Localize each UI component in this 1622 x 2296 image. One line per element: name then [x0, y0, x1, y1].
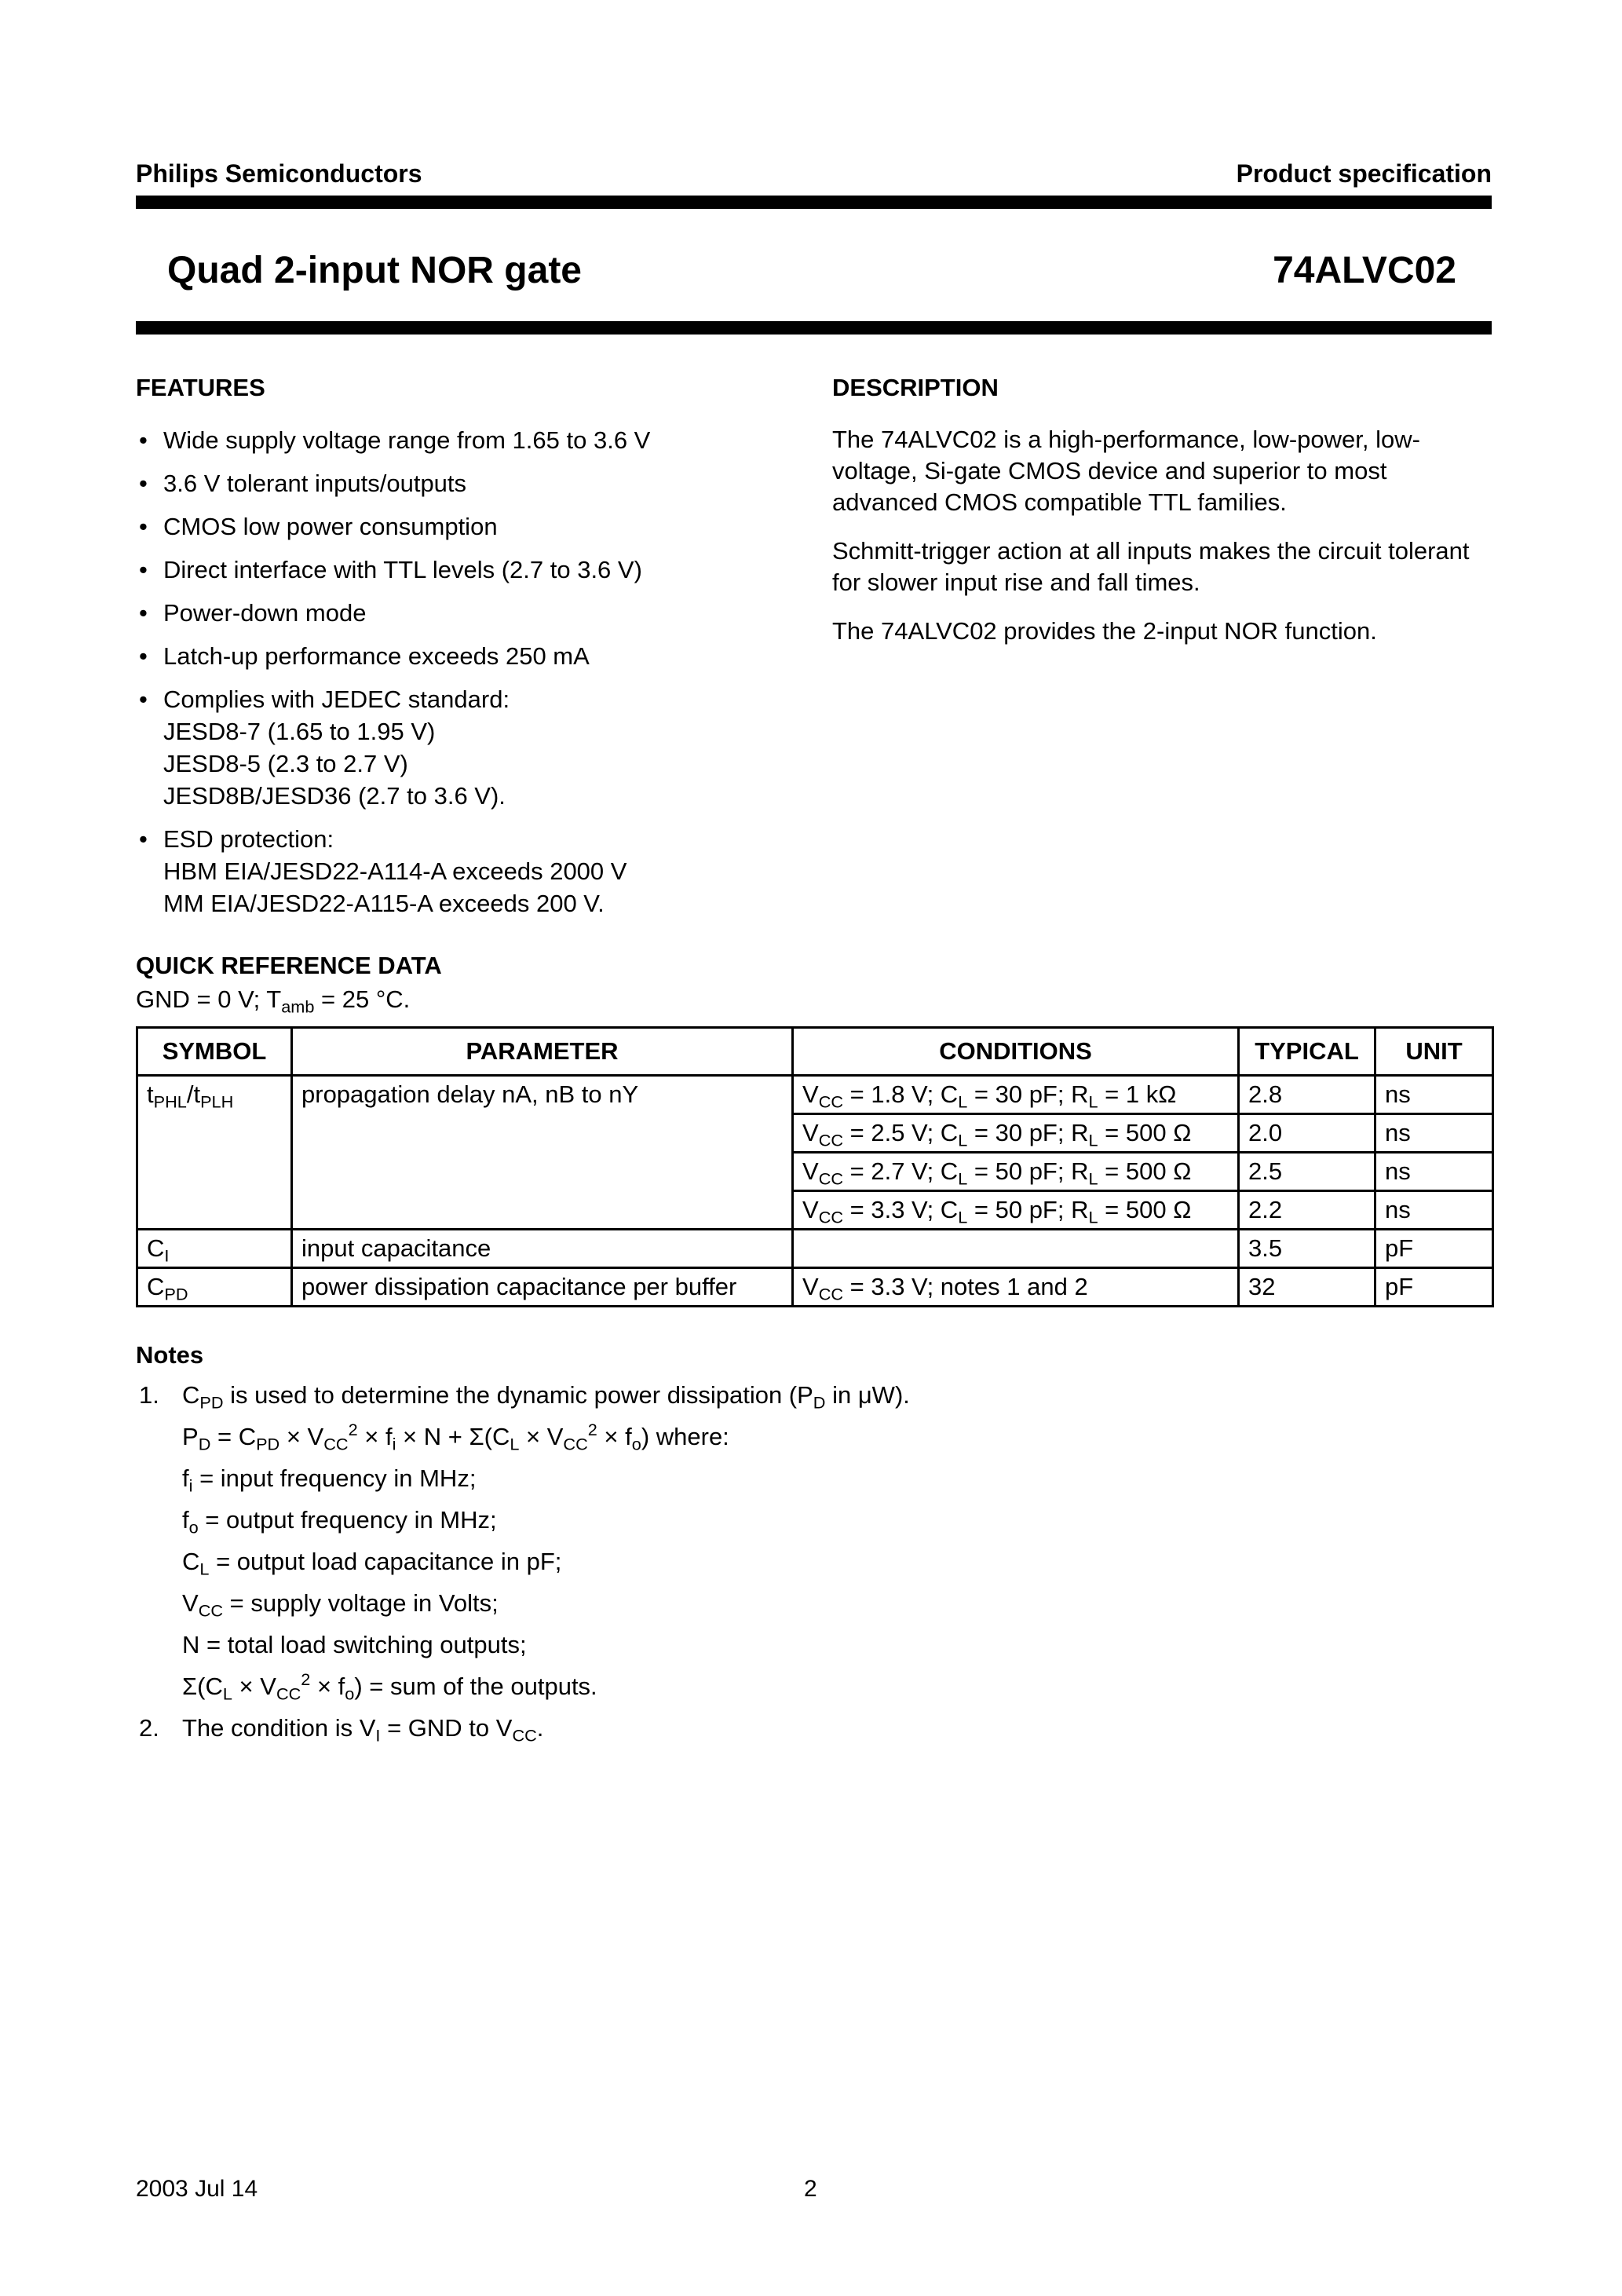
table-row — [137, 1268, 1493, 1307]
feature-item — [136, 467, 803, 499]
note-text: $C_{PD}$ is used to determine the dynamic power dissipation ($P_D$ in μW). — [182, 1381, 910, 1413]
feature-text: ESD protection: — [163, 825, 334, 853]
conditions-cell: $V_{CC} = 3.3$ V; $C_L = 50$ pF; $R_L = 500$ Ω — [793, 1191, 1239, 1230]
note-text: $f_o$ = output frequency in MHz; — [182, 1506, 497, 1537]
description-body — [832, 424, 1492, 664]
column-header-parameter: PARAMETER — [292, 1028, 793, 1076]
company-name: Philips Semiconductors — [136, 159, 422, 188]
unit-cell: ns — [1375, 1153, 1493, 1191]
unit-cell: ns — [1375, 1076, 1493, 1114]
table-row — [137, 1076, 1493, 1114]
features-heading: FEATURES — [136, 374, 265, 401]
column-header-unit: UNIT — [1375, 1028, 1493, 1076]
conditions-cell — [793, 1230, 1239, 1268]
feature-item — [136, 597, 803, 629]
part-number: 74ALVC02 — [1273, 250, 1456, 291]
parameter-cell: input capacitance — [292, 1230, 793, 1268]
typical-cell: 32 — [1239, 1268, 1375, 1307]
bullet-icon: • — [139, 642, 148, 670]
note-line — [136, 1665, 1470, 1707]
description-paragraph: The 74ALVC02 is a high-performance, low-power, low-voltage, Si-gate CMOS device and superior to most advanced CMOS compatible TTL families. — [832, 426, 1420, 516]
feature-item — [136, 823, 803, 919]
feature-text: JESD8B/JESD36 (2.7 to 3.6 V). — [163, 782, 506, 810]
note-line — [136, 1499, 1470, 1541]
feature-item — [136, 640, 803, 672]
page-number: 2 — [804, 2176, 817, 2202]
parameter-cell: propagation delay nA, nB to nY — [292, 1076, 793, 1230]
notes-list — [136, 1374, 1470, 1749]
symbol-cell: $C_{PD}$ — [137, 1268, 292, 1307]
feature-item — [136, 554, 803, 586]
feature-text: CMOS low power consumption — [163, 513, 498, 540]
feature-text: JESD8-7 (1.65 to 1.95 V) — [163, 718, 436, 745]
feature-text: MM EIA/JESD22-A115-A exceeds 200 V. — [163, 890, 605, 917]
feature-item — [136, 424, 803, 456]
note-line — [136, 1707, 1470, 1749]
conditions-cell: $V_{CC} = 1.8$ V; $C_L = 30$ pF; $R_L = 1$ kΩ — [793, 1076, 1239, 1114]
quick-reference-conditions: GND = 0 V; $T_{amb} = 25$ °C. — [136, 985, 411, 1017]
table-row — [137, 1230, 1493, 1268]
header-rule-bottom — [136, 321, 1492, 335]
feature-text: Wide supply voltage range from 1.65 to 3.6 V — [163, 426, 651, 454]
footer-date: 2003 Jul 14 — [136, 2176, 258, 2202]
feature-text: Direct interface with TTL levels (2.7 to 3.6 V) — [163, 556, 642, 583]
note-line — [136, 1582, 1470, 1624]
header-rule-top — [136, 196, 1492, 209]
symbol-cell: $C_I$ — [137, 1230, 292, 1268]
feature-text: HBM EIA/JESD22-A114-A exceeds 2000 V — [163, 857, 627, 885]
note-number: 2. — [139, 1714, 159, 1742]
features-list — [136, 424, 803, 930]
conditions-cell: $V_{CC} = 2.5$ V; $C_L = 30$ pF; $R_L = 500$ Ω — [793, 1114, 1239, 1153]
typical-cell: 2.8 — [1239, 1076, 1375, 1114]
unit-cell: pF — [1375, 1268, 1493, 1307]
column-header-typical: TYPICAL — [1239, 1028, 1375, 1076]
feature-text: Complies with JEDEC standard: — [163, 686, 510, 713]
typical-cell: 3.5 — [1239, 1230, 1375, 1268]
note-text: $P_D = C_{PD} \times V_{CC}^2 \times f_i \times N + \Sigma(C_L \times V_{CC}^2 \times f_o)$ where: — [182, 1420, 729, 1454]
feature-item — [136, 683, 803, 812]
conditions-cell: $V_{CC} = 2.7$ V; $C_L = 50$ pF; $R_L = 500$ Ω — [793, 1153, 1239, 1191]
conditions-cell: $V_{CC} = 3.3$ V; notes 1 and 2 — [793, 1268, 1239, 1307]
bullet-icon: • — [139, 470, 148, 497]
bullet-icon: • — [139, 825, 148, 853]
feature-text: JESD8-5 (2.3 to 2.7 V) — [163, 750, 408, 777]
symbol-cell: $t_{PHL}/t_{PLH}$ — [137, 1076, 292, 1230]
note-text: $V_{CC}$ = supply voltage in Volts; — [182, 1589, 499, 1621]
note-text: $C_L$ = output load capacitance in pF; — [182, 1548, 562, 1579]
note-line — [136, 1416, 1470, 1457]
typical-cell: 2.5 — [1239, 1153, 1375, 1191]
typical-cell: 2.0 — [1239, 1114, 1375, 1153]
table-header-row — [137, 1028, 1493, 1076]
column-header-symbol: SYMBOL — [137, 1028, 292, 1076]
quick-reference-table — [136, 1026, 1494, 1307]
unit-cell: ns — [1375, 1114, 1493, 1153]
document-type: Product specification — [1236, 159, 1492, 188]
bullet-icon: • — [139, 686, 148, 713]
column-header-conditions: CONDITIONS — [793, 1028, 1239, 1076]
description-paragraph: The 74ALVC02 provides the 2-input NOR function. — [832, 617, 1377, 645]
unit-cell: ns — [1375, 1191, 1493, 1230]
bullet-icon: • — [139, 513, 148, 540]
unit-cell: pF — [1375, 1230, 1493, 1268]
parameter-cell: power dissipation capacitance per buffer — [292, 1268, 793, 1307]
feature-item — [136, 510, 803, 543]
bullet-icon: • — [139, 556, 148, 583]
note-text: The condition is $V_I$ = GND to $V_{CC}$. — [182, 1714, 544, 1746]
note-line — [136, 1374, 1470, 1416]
note-line — [136, 1457, 1470, 1499]
note-text: $f_i$ = input frequency in MHz; — [182, 1464, 477, 1496]
note-text: $\Sigma(C_L \times V_{CC}^2 \times f_o)$ = sum of the outputs. — [182, 1669, 597, 1704]
typical-cell: 2.2 — [1239, 1191, 1375, 1230]
notes-heading: Notes — [136, 1341, 204, 1369]
note-text: N = total load switching outputs; — [182, 1631, 527, 1658]
bullet-icon: • — [139, 599, 148, 627]
feature-text: Latch-up performance exceeds 250 mA — [163, 642, 590, 670]
note-line — [136, 1624, 1470, 1665]
product-title: Quad 2-input NOR gate — [167, 250, 582, 291]
feature-text: Power-down mode — [163, 599, 367, 627]
note-number: 1. — [139, 1381, 159, 1409]
description-heading: DESCRIPTION — [832, 374, 999, 401]
description-paragraph: Schmitt-trigger action at all inputs makes the circuit tolerant for slower input rise and fall times. — [832, 537, 1470, 596]
quick-reference-heading: QUICK REFERENCE DATA — [136, 952, 442, 979]
note-line — [136, 1541, 1470, 1582]
feature-text: 3.6 V tolerant inputs/outputs — [163, 470, 467, 497]
bullet-icon: • — [139, 426, 148, 454]
